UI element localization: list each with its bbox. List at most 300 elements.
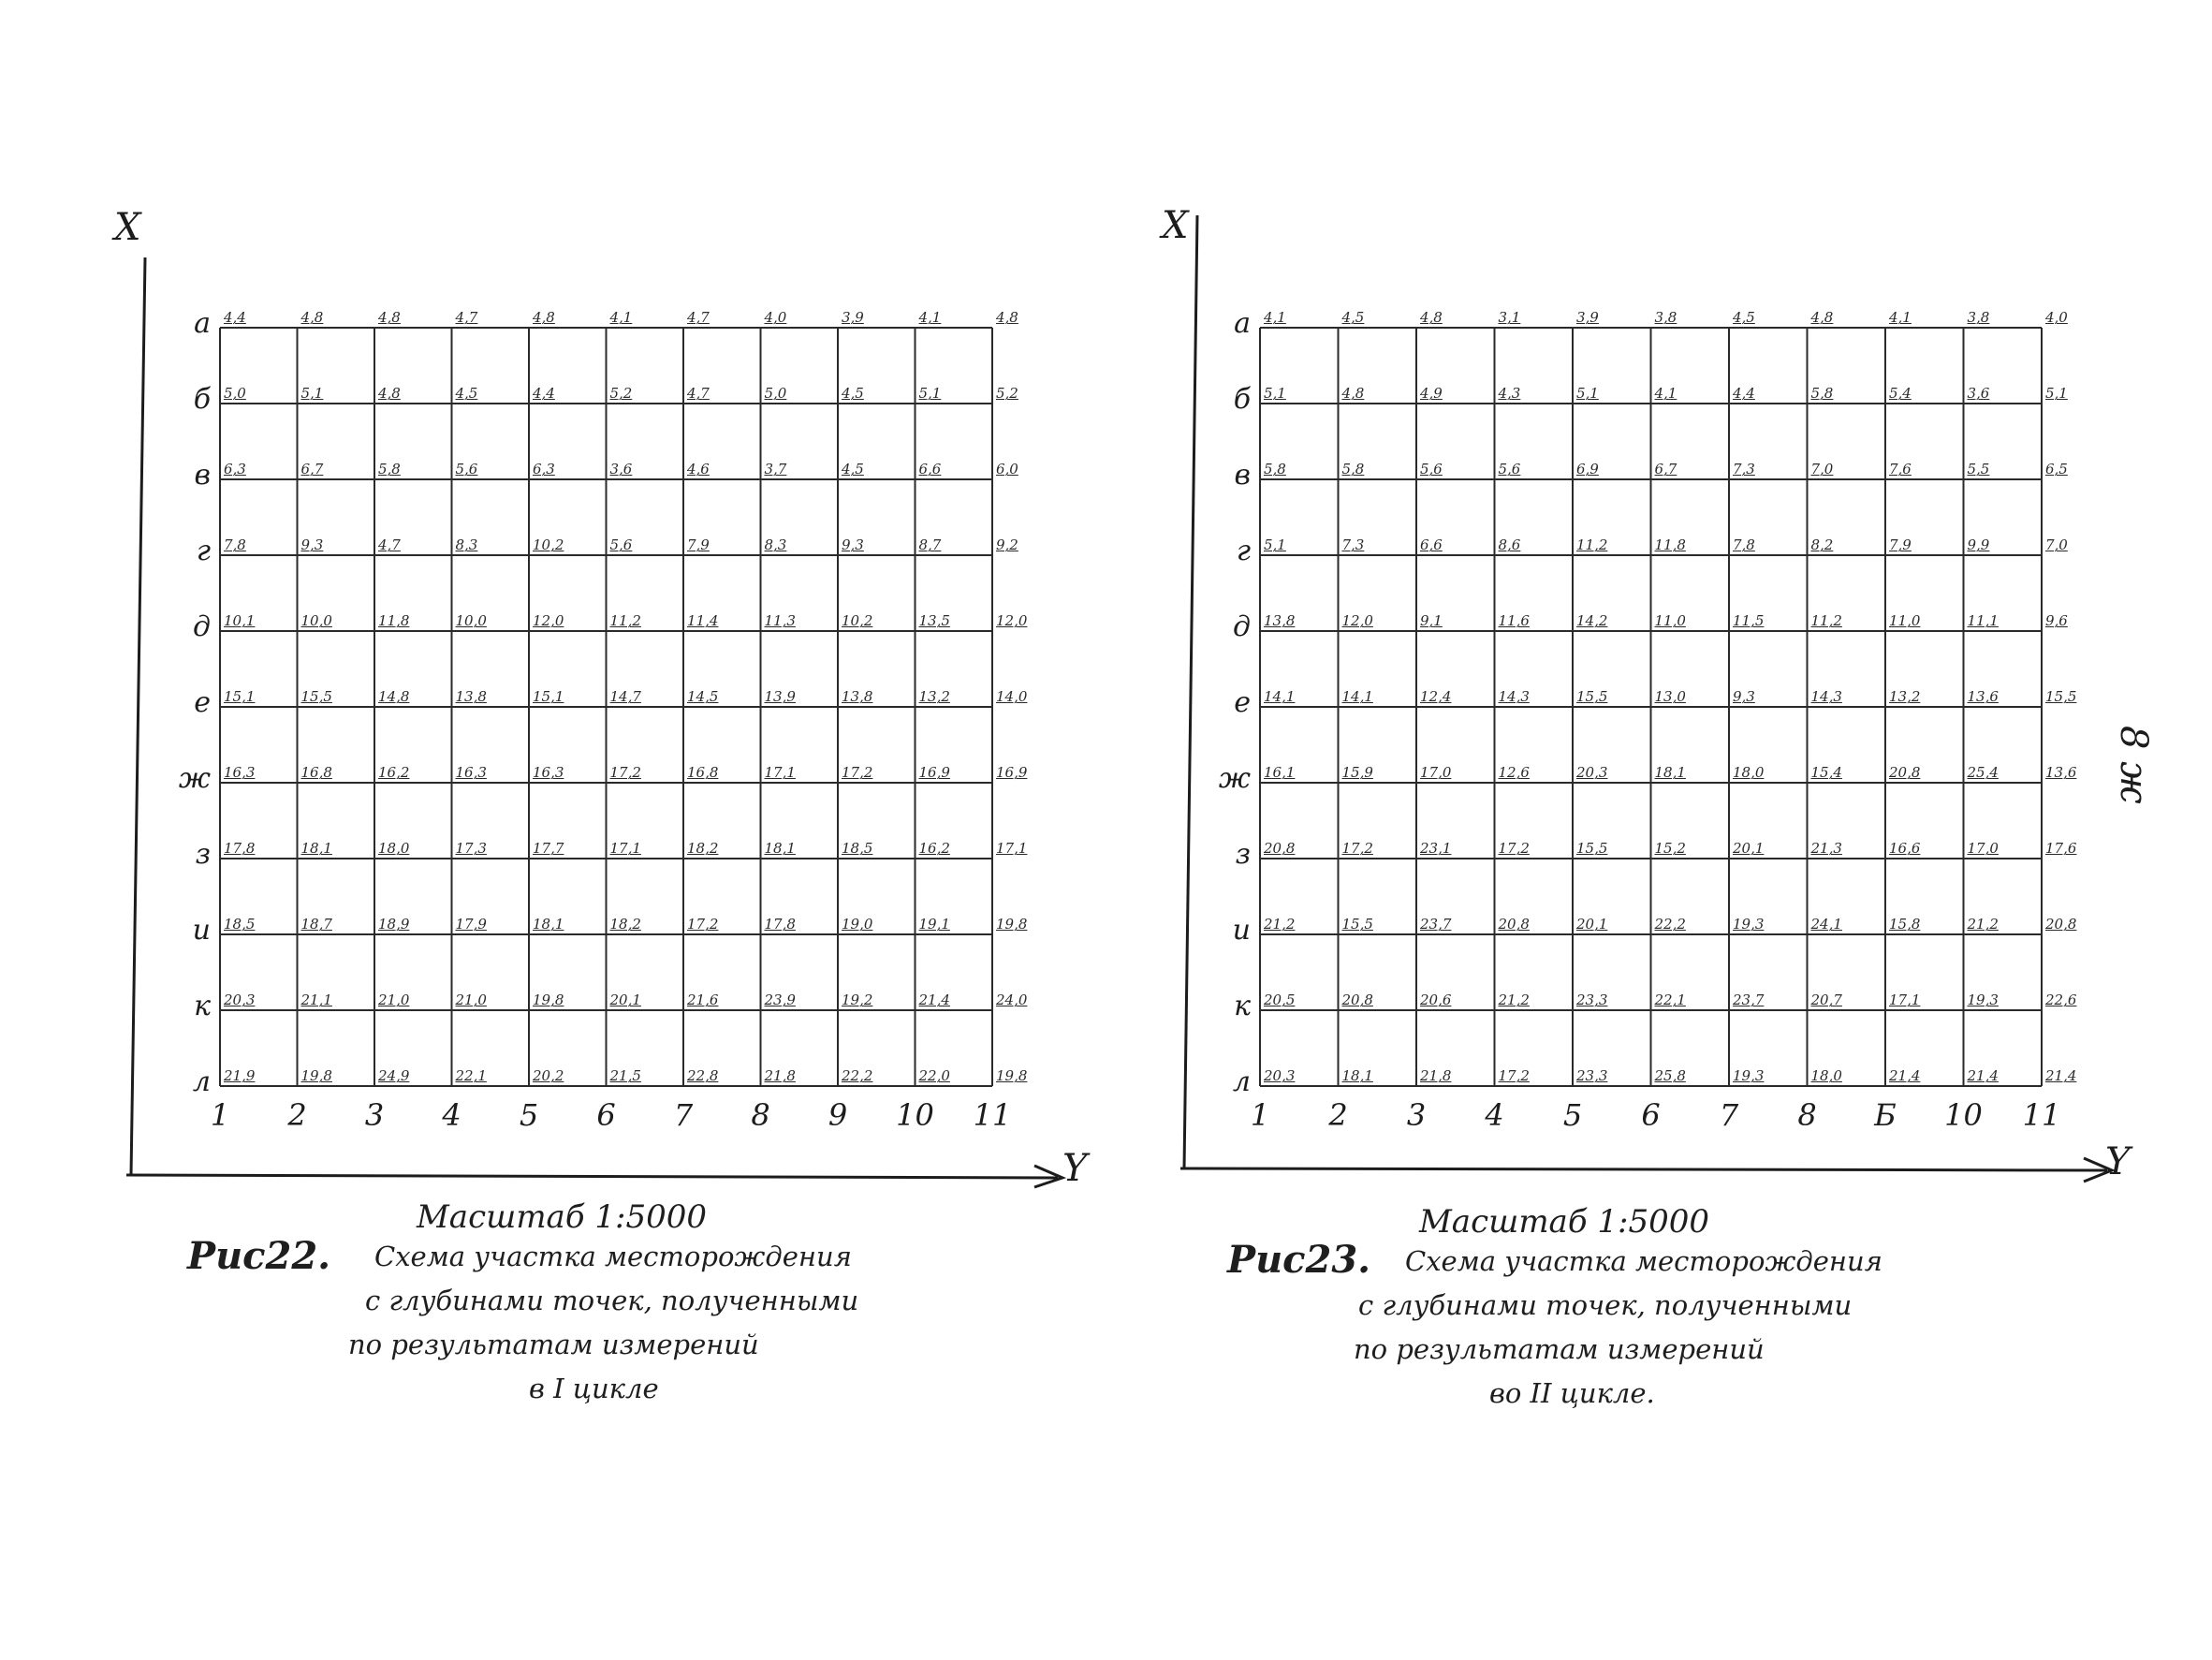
depth-value: 23,1 bbox=[1420, 840, 1452, 857]
depth-value: 17,1 bbox=[764, 764, 796, 781]
depth-value: 16,3 bbox=[455, 764, 487, 781]
depth-value: 18,1 bbox=[300, 840, 332, 857]
row-label: в bbox=[194, 459, 211, 492]
depth-value: 5,1 bbox=[1576, 385, 1599, 402]
depth-value: 7,3 bbox=[1733, 461, 1755, 477]
figure-23 bbox=[1106, 0, 2211, 1660]
depth-value: 5,4 bbox=[1889, 385, 1912, 402]
depth-value: 4,7 bbox=[455, 309, 478, 326]
depth-value: 19,0 bbox=[842, 916, 873, 933]
depth-value: 14,0 bbox=[996, 688, 1028, 705]
depth-value: 5,6 bbox=[1420, 461, 1443, 477]
depth-value: 5,6 bbox=[1498, 461, 1521, 477]
depth-value: 21,2 bbox=[1967, 916, 1999, 933]
caption-line-2: с глубинами точек, полученными bbox=[1358, 1289, 1853, 1321]
depth-value: 17,8 bbox=[224, 840, 256, 857]
depth-value: 15,9 bbox=[1341, 764, 1373, 781]
depth-value: 4,8 bbox=[1341, 385, 1365, 402]
depth-value: 4,7 bbox=[687, 385, 710, 402]
depth-value: 14,1 bbox=[1264, 688, 1296, 705]
row-label: в bbox=[1234, 459, 1251, 492]
depth-value: 5,5 bbox=[1967, 461, 1990, 477]
depth-value: 11,1 bbox=[1967, 612, 1999, 629]
depth-value: 18,5 bbox=[224, 916, 256, 933]
col-label: 10 bbox=[896, 1097, 934, 1133]
depth-value: 20,7 bbox=[1810, 992, 1842, 1008]
depth-value: 5,1 bbox=[1264, 385, 1286, 402]
col-label: Б bbox=[1874, 1097, 1897, 1133]
depth-value: 5,1 bbox=[1264, 536, 1286, 553]
depth-value: 4,8 bbox=[533, 309, 555, 326]
y-axis-line bbox=[1180, 1168, 2107, 1170]
row-label: б bbox=[193, 383, 211, 416]
depth-value: 5,1 bbox=[2045, 385, 2068, 402]
depth-value: 14,5 bbox=[687, 688, 719, 705]
depth-value: 20,3 bbox=[1264, 1067, 1296, 1084]
row-label: к bbox=[1234, 990, 1251, 1022]
depth-value: 21,4 bbox=[2045, 1067, 2077, 1084]
depth-value: 4,3 bbox=[1498, 385, 1521, 402]
depth-value: 3,7 bbox=[764, 461, 787, 477]
depth-value: 3,1 bbox=[1498, 309, 1521, 326]
depth-value: 18,7 bbox=[300, 916, 332, 933]
depth-value: 12,4 bbox=[1420, 688, 1452, 705]
depth-value: 8,3 bbox=[455, 536, 478, 553]
depth-value: 17,3 bbox=[455, 840, 487, 857]
depth-value: 21,8 bbox=[764, 1067, 796, 1084]
depth-value: 3,9 bbox=[842, 309, 864, 326]
depth-value: 18,2 bbox=[609, 916, 641, 933]
depth-value: 4,5 bbox=[1341, 309, 1365, 326]
depth-value: 4,1 bbox=[609, 309, 633, 326]
depth-value: 20,3 bbox=[1576, 764, 1608, 781]
depth-value: 11,5 bbox=[1733, 612, 1765, 629]
depth-value: 4,0 bbox=[764, 309, 787, 326]
depth-value: 14,7 bbox=[609, 688, 641, 705]
depth-value: 11,0 bbox=[1654, 612, 1686, 629]
depth-value: 19,3 bbox=[1967, 992, 1999, 1008]
depth-value: 4,8 bbox=[378, 385, 401, 402]
depth-value: 10,2 bbox=[533, 536, 564, 553]
depth-value: 11,0 bbox=[1889, 612, 1921, 629]
depth-value: 22,2 bbox=[1654, 916, 1686, 933]
depth-value: 11,2 bbox=[1576, 536, 1608, 553]
depth-value: 21,2 bbox=[1264, 916, 1296, 933]
row-label: л bbox=[192, 1065, 211, 1098]
row-label: з bbox=[1235, 838, 1251, 871]
depth-value: 17,7 bbox=[533, 840, 564, 857]
depth-value: 9,2 bbox=[996, 536, 1018, 553]
col-label: 4 bbox=[442, 1097, 461, 1133]
depth-value: 15,5 bbox=[300, 688, 332, 705]
depth-value: 17,2 bbox=[687, 916, 719, 933]
depth-value: 9,3 bbox=[1733, 688, 1755, 705]
depth-value: 17,2 bbox=[842, 764, 873, 781]
depth-value: 13,8 bbox=[455, 688, 487, 705]
caption-line-2: с глубинами точек, полученными bbox=[365, 1285, 859, 1316]
depth-value: 8,6 bbox=[1498, 536, 1521, 553]
depth-value: 18,0 bbox=[1733, 764, 1765, 781]
depth-value: 19,8 bbox=[996, 916, 1028, 933]
depth-value: 16,1 bbox=[1264, 764, 1296, 781]
depth-value: 17,2 bbox=[1498, 840, 1530, 857]
depth-value: 17,2 bbox=[609, 764, 641, 781]
depth-value: 5,0 bbox=[224, 385, 246, 402]
depth-value: 4,4 bbox=[533, 385, 555, 402]
depth-value: 4,8 bbox=[996, 309, 1018, 326]
caption-line-1: Схема участка месторождения bbox=[374, 1241, 852, 1272]
depth-value: 17,0 bbox=[1420, 764, 1452, 781]
depth-value: 20,6 bbox=[1420, 992, 1452, 1008]
depth-value: 24,1 bbox=[1810, 916, 1842, 933]
col-label: 8 bbox=[1797, 1097, 1817, 1133]
depth-value: 5,1 bbox=[918, 385, 942, 402]
depth-value: 4,8 bbox=[300, 309, 324, 326]
col-label: 11 bbox=[2022, 1097, 2061, 1133]
depth-value: 13,2 bbox=[918, 688, 950, 705]
side-mark: 8 ж bbox=[2112, 726, 2155, 804]
depth-value: 19,8 bbox=[300, 1067, 332, 1084]
depth-value: 21,3 bbox=[1810, 840, 1842, 857]
row-label: е bbox=[194, 686, 211, 719]
row-label: а bbox=[194, 307, 211, 340]
depth-value: 19,1 bbox=[918, 916, 950, 933]
depth-value: 6,0 bbox=[996, 461, 1018, 477]
depth-value: 3,9 bbox=[1576, 309, 1599, 326]
depth-value: 8,3 bbox=[764, 536, 787, 553]
depth-value: 19,3 bbox=[1733, 1067, 1765, 1084]
depth-value: 24,0 bbox=[996, 992, 1028, 1008]
depth-value: 22,1 bbox=[1654, 992, 1686, 1008]
depth-value: 11,8 bbox=[378, 612, 410, 629]
y-axis-line bbox=[126, 1175, 1058, 1178]
row-label: г bbox=[196, 535, 211, 567]
depth-value: 14,3 bbox=[1498, 688, 1530, 705]
row-label: и bbox=[1232, 914, 1251, 947]
caption-line-3: по результатам измерений bbox=[1354, 1333, 1765, 1365]
depth-value: 7,8 bbox=[224, 536, 246, 553]
depth-value: 17,1 bbox=[996, 840, 1028, 857]
depth-value: 16,6 bbox=[1889, 840, 1921, 857]
depth-value: 17,6 bbox=[2045, 840, 2077, 857]
depth-value: 5,2 bbox=[996, 385, 1018, 402]
grid-lines bbox=[1260, 328, 2042, 1086]
depth-value: 4,7 bbox=[378, 536, 401, 553]
depth-value: 6,7 bbox=[300, 461, 324, 477]
row-label: ж bbox=[178, 762, 211, 795]
depth-value: 11,6 bbox=[1498, 612, 1530, 629]
depth-value: 7,0 bbox=[2045, 536, 2068, 553]
depth-value: 16,3 bbox=[533, 764, 564, 781]
depth-value: 22,8 bbox=[687, 1067, 719, 1084]
depth-value: 4,8 bbox=[1810, 309, 1834, 326]
caption-line-3: по результатам измерений bbox=[348, 1329, 759, 1360]
depth-value: 23,3 bbox=[1576, 992, 1608, 1008]
depth-value: 7,9 bbox=[1889, 536, 1912, 553]
depth-value: 17,9 bbox=[455, 916, 487, 933]
col-label: 1 bbox=[1250, 1097, 1270, 1133]
depth-value: 14,2 bbox=[1576, 612, 1608, 629]
depth-value: 21,2 bbox=[1498, 992, 1530, 1008]
depth-value: 8,7 bbox=[918, 536, 942, 553]
depth-value: 19,8 bbox=[533, 992, 564, 1008]
depth-value: 19,8 bbox=[996, 1067, 1028, 1084]
depth-value: 15,4 bbox=[1810, 764, 1842, 781]
col-label: 6 bbox=[596, 1097, 616, 1133]
depth-value: 22,2 bbox=[842, 1067, 873, 1084]
row-label: з bbox=[195, 838, 211, 871]
depth-value: 20,2 bbox=[533, 1067, 564, 1084]
depth-value: 4,1 bbox=[1889, 309, 1912, 326]
depth-value: 22,6 bbox=[2045, 992, 2077, 1008]
depth-value: 14,1 bbox=[1341, 688, 1373, 705]
depth-value: 6,3 bbox=[224, 461, 246, 477]
depth-value: 23,9 bbox=[764, 992, 796, 1008]
depth-value: 10,2 bbox=[842, 612, 873, 629]
y-axis-label: Y bbox=[2105, 1140, 2131, 1183]
row-label: ж bbox=[1218, 762, 1251, 795]
depth-value: 18,1 bbox=[1341, 1067, 1373, 1084]
depth-value: 17,2 bbox=[1341, 840, 1373, 857]
depth-value: 20,8 bbox=[1264, 840, 1296, 857]
depth-value: 6,6 bbox=[918, 461, 942, 477]
col-label: 2 bbox=[1328, 1097, 1348, 1133]
depth-value: 4,4 bbox=[1733, 385, 1755, 402]
x-axis-line bbox=[1184, 215, 1197, 1168]
depth-value: 4,5 bbox=[1733, 309, 1755, 326]
depth-value: 20,1 bbox=[609, 992, 641, 1008]
depth-value: 9,3 bbox=[842, 536, 864, 553]
depth-value: 18,9 bbox=[378, 916, 410, 933]
depth-value: 19,3 bbox=[1733, 916, 1765, 933]
depth-value: 4,9 bbox=[1420, 385, 1443, 402]
depth-value: 23,3 bbox=[1576, 1067, 1608, 1084]
depth-value: 4,0 bbox=[2045, 309, 2068, 326]
depth-value: 13,8 bbox=[842, 688, 873, 705]
col-label: 4 bbox=[1485, 1097, 1504, 1133]
row-label: и bbox=[192, 914, 211, 947]
depth-value: 10,1 bbox=[224, 612, 256, 629]
depth-value: 13,5 bbox=[918, 612, 950, 629]
depth-value: 21,4 bbox=[1889, 1067, 1921, 1084]
depth-value: 6,9 bbox=[1576, 461, 1599, 477]
depth-value: 8,2 bbox=[1810, 536, 1834, 553]
depth-value: 21,8 bbox=[1420, 1067, 1452, 1084]
depth-value: 5,6 bbox=[455, 461, 478, 477]
depth-value: 18,0 bbox=[378, 840, 410, 857]
depth-value: 15,2 bbox=[1654, 840, 1686, 857]
depth-value: 11,4 bbox=[687, 612, 719, 629]
depth-value: 25,8 bbox=[1654, 1067, 1686, 1084]
depth-value: 4,5 bbox=[455, 385, 478, 402]
row-label: б bbox=[1233, 383, 1251, 416]
depth-value: 11,3 bbox=[764, 612, 796, 629]
depth-value: 7,6 bbox=[1889, 461, 1912, 477]
depth-value: 3,8 bbox=[1967, 309, 1990, 326]
depth-value: 12,0 bbox=[533, 612, 564, 629]
depth-value: 15,5 bbox=[1576, 688, 1608, 705]
depth-value: 20,8 bbox=[1889, 764, 1921, 781]
depth-value: 17,8 bbox=[764, 916, 796, 933]
depth-value: 3,8 bbox=[1654, 309, 1677, 326]
row-label: г bbox=[1236, 535, 1251, 567]
depth-value: 15,5 bbox=[1576, 840, 1608, 857]
depth-value: 7,3 bbox=[1341, 536, 1365, 553]
depth-value: 21,5 bbox=[609, 1067, 641, 1084]
depth-value: 6,5 bbox=[2045, 461, 2068, 477]
col-label: 6 bbox=[1641, 1097, 1661, 1133]
depth-value: 22,1 bbox=[455, 1067, 487, 1084]
depth-value: 21,0 bbox=[378, 992, 410, 1008]
depth-value: 4,6 bbox=[687, 461, 710, 477]
caption-line-1: Схема участка месторождения bbox=[1405, 1245, 1882, 1277]
depth-value: 5,8 bbox=[1264, 461, 1286, 477]
depth-value: 21,0 bbox=[455, 992, 487, 1008]
depth-value: 21,9 bbox=[224, 1067, 256, 1084]
caption-line-4: во II цикле. bbox=[1489, 1377, 1655, 1409]
depth-value: 13,2 bbox=[1889, 688, 1921, 705]
depth-value: 20,8 bbox=[2045, 916, 2077, 933]
row-label: л bbox=[1232, 1065, 1251, 1098]
scale-label: Масштаб 1:5000 bbox=[416, 1198, 708, 1236]
row-label: к bbox=[194, 990, 211, 1022]
depth-value: 17,0 bbox=[1967, 840, 1999, 857]
depth-value: 20,1 bbox=[1576, 916, 1608, 933]
depth-value: 23,7 bbox=[1420, 916, 1452, 933]
depth-value: 9,9 bbox=[1967, 536, 1990, 553]
depth-value: 4,4 bbox=[224, 309, 246, 326]
depth-value: 12,0 bbox=[996, 612, 1028, 629]
depth-value: 20,3 bbox=[224, 992, 256, 1008]
depth-value: 4,7 bbox=[687, 309, 710, 326]
depth-value: 6,3 bbox=[533, 461, 555, 477]
scale-label: Масштаб 1:5000 bbox=[1418, 1203, 1710, 1241]
depth-value: 9,6 bbox=[2045, 612, 2068, 629]
depth-value: 23,7 bbox=[1733, 992, 1765, 1008]
depth-value: 13,6 bbox=[1967, 688, 1999, 705]
depth-value: 16,2 bbox=[918, 840, 950, 857]
depth-value: 18,0 bbox=[1810, 1067, 1842, 1084]
depth-value: 16,8 bbox=[687, 764, 719, 781]
depth-value: 4,1 bbox=[1264, 309, 1286, 326]
depth-value: 22,0 bbox=[918, 1067, 950, 1084]
depth-value: 18,2 bbox=[687, 840, 719, 857]
depth-value: 21,1 bbox=[300, 992, 332, 1008]
depth-value: 20,8 bbox=[1341, 992, 1373, 1008]
row-label: а bbox=[1234, 307, 1251, 340]
caption-number: Рис23. bbox=[1227, 1238, 1371, 1282]
figure-22-grid bbox=[0, 0, 1106, 1311]
depth-value: 5,8 bbox=[378, 461, 401, 477]
col-label: 11 bbox=[973, 1097, 1012, 1133]
x-axis-label: X bbox=[114, 206, 141, 249]
caption-number: Рис22. bbox=[187, 1234, 331, 1278]
depth-value: 4,8 bbox=[378, 309, 401, 326]
depth-value: 15,1 bbox=[224, 688, 256, 705]
depth-value: 16,2 bbox=[378, 764, 410, 781]
depth-value: 9,3 bbox=[300, 536, 324, 553]
depth-value: 4,1 bbox=[918, 309, 942, 326]
depth-value: 10,0 bbox=[300, 612, 332, 629]
col-label: 9 bbox=[828, 1097, 848, 1133]
depth-value: 21,6 bbox=[687, 992, 719, 1008]
depth-value: 16,9 bbox=[996, 764, 1028, 781]
depth-value: 20,8 bbox=[1498, 916, 1530, 933]
x-axis-line bbox=[131, 257, 145, 1175]
depth-value: 18,1 bbox=[764, 840, 796, 857]
col-label: 7 bbox=[1719, 1097, 1739, 1133]
row-label: д bbox=[1232, 610, 1251, 643]
col-label: 7 bbox=[673, 1097, 694, 1133]
depth-value: 4,8 bbox=[1420, 309, 1443, 326]
x-axis-label: X bbox=[1162, 204, 1189, 247]
depth-value: 24,9 bbox=[378, 1067, 410, 1084]
depth-value: 6,7 bbox=[1654, 461, 1677, 477]
depth-value: 5,1 bbox=[300, 385, 324, 402]
row-label: е bbox=[1234, 686, 1251, 719]
depth-value: 17,1 bbox=[1889, 992, 1921, 1008]
depth-value: 4,1 bbox=[1654, 385, 1677, 402]
depth-value: 7,8 bbox=[1733, 536, 1755, 553]
depth-value: 13,8 bbox=[1264, 612, 1296, 629]
depth-value: 20,5 bbox=[1264, 992, 1296, 1008]
depth-value: 13,6 bbox=[2045, 764, 2077, 781]
depth-value: 18,1 bbox=[533, 916, 564, 933]
depth-value: 4,5 bbox=[842, 461, 864, 477]
depth-value: 11,8 bbox=[1654, 536, 1686, 553]
depth-value: 11,2 bbox=[1810, 612, 1842, 629]
col-label: 8 bbox=[751, 1097, 770, 1133]
depth-value: 12,0 bbox=[1341, 612, 1373, 629]
depth-value: 11,2 bbox=[609, 612, 641, 629]
depth-value: 15,8 bbox=[1889, 916, 1921, 933]
depth-value: 12,6 bbox=[1498, 764, 1530, 781]
depth-value: 3,6 bbox=[609, 461, 633, 477]
depth-value: 13,0 bbox=[1654, 688, 1686, 705]
depth-value: 20,1 bbox=[1733, 840, 1765, 857]
depth-value: 5,0 bbox=[764, 385, 787, 402]
caption-line-4: в I цикле bbox=[529, 1373, 659, 1404]
depth-value: 9,1 bbox=[1420, 612, 1443, 629]
depth-value: 21,4 bbox=[918, 992, 950, 1008]
depth-value: 17,1 bbox=[609, 840, 641, 857]
depth-value: 6,6 bbox=[1420, 536, 1443, 553]
col-label: 10 bbox=[1944, 1097, 1983, 1133]
depth-value: 5,8 bbox=[1810, 385, 1834, 402]
depth-value: 17,2 bbox=[1498, 1067, 1530, 1084]
depth-value: 15,5 bbox=[1341, 916, 1373, 933]
depth-value: 15,1 bbox=[533, 688, 564, 705]
depth-value: 7,9 bbox=[687, 536, 710, 553]
y-axis-label: Y bbox=[1062, 1147, 1088, 1190]
depth-value: 15,5 bbox=[2045, 688, 2077, 705]
depth-value: 5,2 bbox=[609, 385, 633, 402]
depth-value: 21,4 bbox=[1967, 1067, 1999, 1084]
depth-value: 14,3 bbox=[1810, 688, 1842, 705]
depth-value: 19,2 bbox=[842, 992, 873, 1008]
grid-lines bbox=[220, 328, 992, 1086]
row-label: д bbox=[192, 610, 211, 643]
depth-value: 7,0 bbox=[1810, 461, 1834, 477]
col-label: 1 bbox=[210, 1097, 230, 1133]
col-label: 2 bbox=[287, 1097, 307, 1133]
depth-value: 10,0 bbox=[455, 612, 487, 629]
col-label: 3 bbox=[1406, 1097, 1427, 1133]
depth-value: 25,4 bbox=[1967, 764, 1999, 781]
depth-value: 16,9 bbox=[918, 764, 950, 781]
col-label: 5 bbox=[1562, 1097, 1583, 1133]
depth-value: 3,6 bbox=[1967, 385, 1990, 402]
